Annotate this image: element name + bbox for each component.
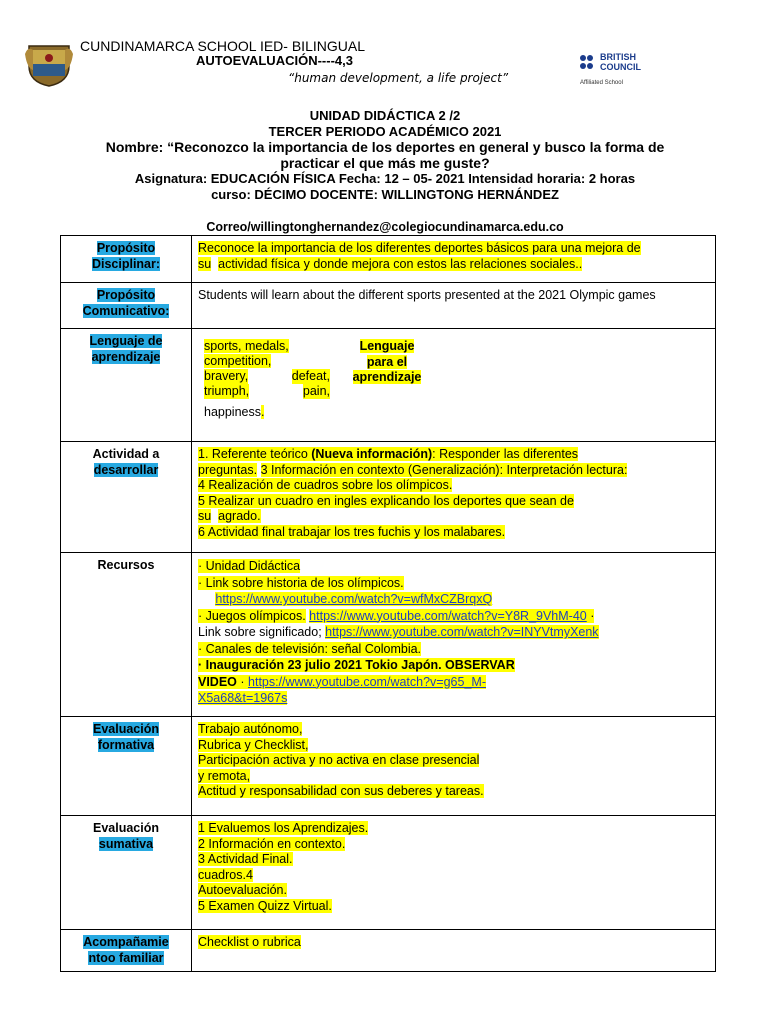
- label-recursos: Recursos: [61, 553, 192, 717]
- content-evaluacion-formativa: [192, 717, 716, 816]
- label-text: nt: [88, 950, 101, 965]
- content-text: 4 Realización de cuadros sobre los olímpicos.: [198, 478, 453, 492]
- label-evaluacion-sumativa: [61, 816, 192, 930]
- label-evaluacion-formativa: [61, 717, 192, 816]
- label-actividad: [61, 442, 192, 553]
- vocab-text: sports, medals,: [204, 339, 289, 353]
- label-text: Propósito: [96, 288, 156, 302]
- label-text: Propósito: [96, 241, 156, 255]
- content-text: agrado.: [218, 509, 261, 523]
- content-text: ·: [586, 608, 595, 623]
- curso-line: curso: DÉCIMO DOCENTE: WILLINGTONG HERNÁNDEZ: [211, 186, 559, 202]
- content-text: : Responder las diferentes: [432, 447, 579, 461]
- label-text: formativa: [97, 737, 155, 752]
- content-text: Rubrica y Checklist,: [198, 737, 309, 752]
- label-text: desarrollar: [93, 462, 159, 477]
- label-text: Evaluación: [93, 821, 159, 835]
- content-text: 1. Referente teórico: [198, 447, 312, 461]
- vocab-text: .: [261, 405, 265, 419]
- vocab-words: [198, 334, 336, 436]
- bc-subtitle: Affiliated School: [580, 80, 623, 86]
- content-text: · Juegos olímpicos.: [198, 608, 306, 623]
- autoevaluacion-score: AUTOEVALUACIÓN----4,3: [196, 53, 353, 68]
- content-text: 2 Información en contexto.: [198, 836, 346, 851]
- lenguaje-empty-cell: [438, 334, 709, 436]
- asignatura-line: Asignatura: EDUCACIÓN FÍSICA Fecha: 12 – 05- 2021 Intensidad horaria: 2 horas: [134, 171, 636, 186]
- content-text: VIDEO: [198, 674, 237, 689]
- row-evaluacion-formativa: [61, 717, 716, 816]
- vocab-text: defeat,: [291, 369, 330, 383]
- link-inauguracion-video-cont[interactable]: X5a68&t=1967s: [198, 691, 288, 705]
- nombre-line1: Nombre: “Reconozco la importancia de los deportes en general y busco la forma de: [105, 139, 665, 155]
- label-acompanamiento: [61, 930, 192, 972]
- label-text: para el: [366, 354, 408, 369]
- lenguaje-para-aprendizaje-label: [336, 334, 438, 436]
- content-proposito-disciplinar: [192, 236, 716, 283]
- link-historia-olimpicos[interactable]: https://www.youtube.com/watch?v=wfMxCZBrqxQ: [215, 592, 493, 606]
- label-text: Evaluación: [93, 722, 159, 736]
- row-acompanamiento: [61, 930, 716, 972]
- label-lenguaje: [61, 329, 192, 442]
- label-text: Acompañamie: [83, 935, 169, 949]
- content-text: cuadros.4: [198, 867, 253, 882]
- label-proposito-disciplinar: [61, 236, 192, 283]
- content-text: · Unidad Didáctica: [198, 559, 301, 573]
- content-text: 5 Realizar un cuadro en ingles explicando los deportes que sean de: [198, 493, 574, 508]
- content-text: Trabajo autónomo,: [198, 722, 303, 736]
- label-text: Comunicativo:: [82, 303, 170, 318]
- content-evaluacion-sumativa: [192, 816, 716, 930]
- content-text: · Inauguración 23 julio 2021 Tokio Japón. OBSERVAR: [198, 658, 515, 672]
- british-council-dots-icon: [580, 54, 600, 70]
- school-name: CUNDINAMARCA SCHOOL IED- BILINGUAL: [80, 38, 365, 54]
- content-text: 5 Examen Quizz Virtual.: [198, 898, 332, 913]
- link-juegos-olimpicos[interactable]: https://www.youtube.com/watch?v=Y8R_9VhM-40: [309, 608, 587, 623]
- vocab-text: triumph,: [204, 384, 250, 398]
- label-text: Disciplinar:: [91, 256, 161, 271]
- content-text: y remota,: [198, 768, 251, 783]
- content-text: 3 Información en contexto (Generalización): Interpretación lectura:: [260, 462, 628, 477]
- content-text: (Nueva información): [311, 447, 433, 461]
- unit-table: [60, 235, 716, 972]
- content-text: preguntas.: [198, 462, 258, 477]
- title-block: [40, 108, 730, 202]
- row-evaluacion-sumativa: [61, 816, 716, 930]
- content-text: Link sobre significado;: [198, 625, 322, 639]
- row-actividad: [61, 442, 716, 553]
- link-significado[interactable]: https://www.youtube.com/watch?v=INYVtmyXenk: [325, 625, 599, 639]
- content-text: Participación activa y no activa en clase presencial: [198, 753, 480, 767]
- content-text: Actitud y responsabilidad con sus deberes y tareas.: [198, 784, 484, 798]
- vocab-text: bravery,: [204, 369, 249, 383]
- content-text: · Canales de televisión: señal Colombia.: [198, 641, 422, 656]
- label-proposito-comunicativo: [61, 283, 192, 329]
- content-text: 1 Evaluemos los Aprendizajes.: [198, 821, 369, 835]
- nombre-line2: practicar el que más me guste?: [280, 155, 490, 171]
- correo-line: Correo/willingtonghernandez@colegiocundinamarca.edu.co: [206, 220, 564, 234]
- content-actividad: [192, 442, 716, 553]
- lenguaje-inner-table: [198, 334, 709, 436]
- label-text: Lenguaje: [359, 339, 415, 353]
- content-text: · Link sobre historia de los olímpicos.: [198, 575, 404, 590]
- periodo-title: TERCER PERIODO ACADÉMICO 2021: [268, 123, 502, 139]
- content-text: Reconoce la importancia de los diferentes deportes básicos para una mejora de: [198, 241, 641, 255]
- school-motto: “human development, a life project”: [288, 71, 509, 85]
- bc-line2: COUNCIL: [600, 62, 641, 72]
- label-text: sumativa: [98, 836, 154, 851]
- british-council-logo: [580, 52, 650, 92]
- label-text: aprendizaje: [352, 370, 422, 384]
- content-text: su: [198, 509, 212, 523]
- label-text: aprendizaje: [91, 349, 161, 364]
- unidad-title: UNIDAD DIDÁCTICA 2 /2: [309, 108, 461, 123]
- content-acompanamiento: [192, 930, 716, 972]
- school-crest-logo: [24, 40, 74, 88]
- content-text: actividad física y donde mejora con estos las relaciones sociales..: [218, 256, 583, 271]
- content-recursos: [192, 553, 716, 717]
- label-text: Actividad a: [92, 447, 160, 461]
- row-recursos: [61, 553, 716, 717]
- content-lenguaje: [192, 329, 716, 442]
- vocab-text: competition,: [204, 354, 272, 368]
- content-text: Autoevaluación.: [198, 883, 287, 897]
- row-lenguaje: [61, 329, 716, 442]
- bc-line1: BRITISH: [600, 52, 636, 62]
- label-text: Lenguaje de: [89, 334, 163, 348]
- vocab-text: happiness: [204, 405, 261, 419]
- content-text: 6 Actividad final trabajar los tres fuchis y los malabares.: [198, 524, 506, 539]
- content-text: su: [198, 256, 212, 271]
- row-proposito-comunicativo: [61, 283, 716, 329]
- content-text: Checklist o rubrica: [198, 935, 301, 949]
- content-text: 3 Actividad Final.: [198, 852, 293, 866]
- link-inauguracion-video[interactable]: https://www.youtube.com/watch?v=g65_M-: [248, 674, 486, 689]
- vocab-text: pain,: [302, 384, 330, 398]
- label-text: oo familiar: [100, 950, 164, 965]
- row-proposito-disciplinar: [61, 236, 716, 283]
- content-text: ·: [236, 674, 249, 689]
- content-proposito-comunicativo: Students will learn about the different sports presented at the 2021 Olympic games: [192, 283, 716, 329]
